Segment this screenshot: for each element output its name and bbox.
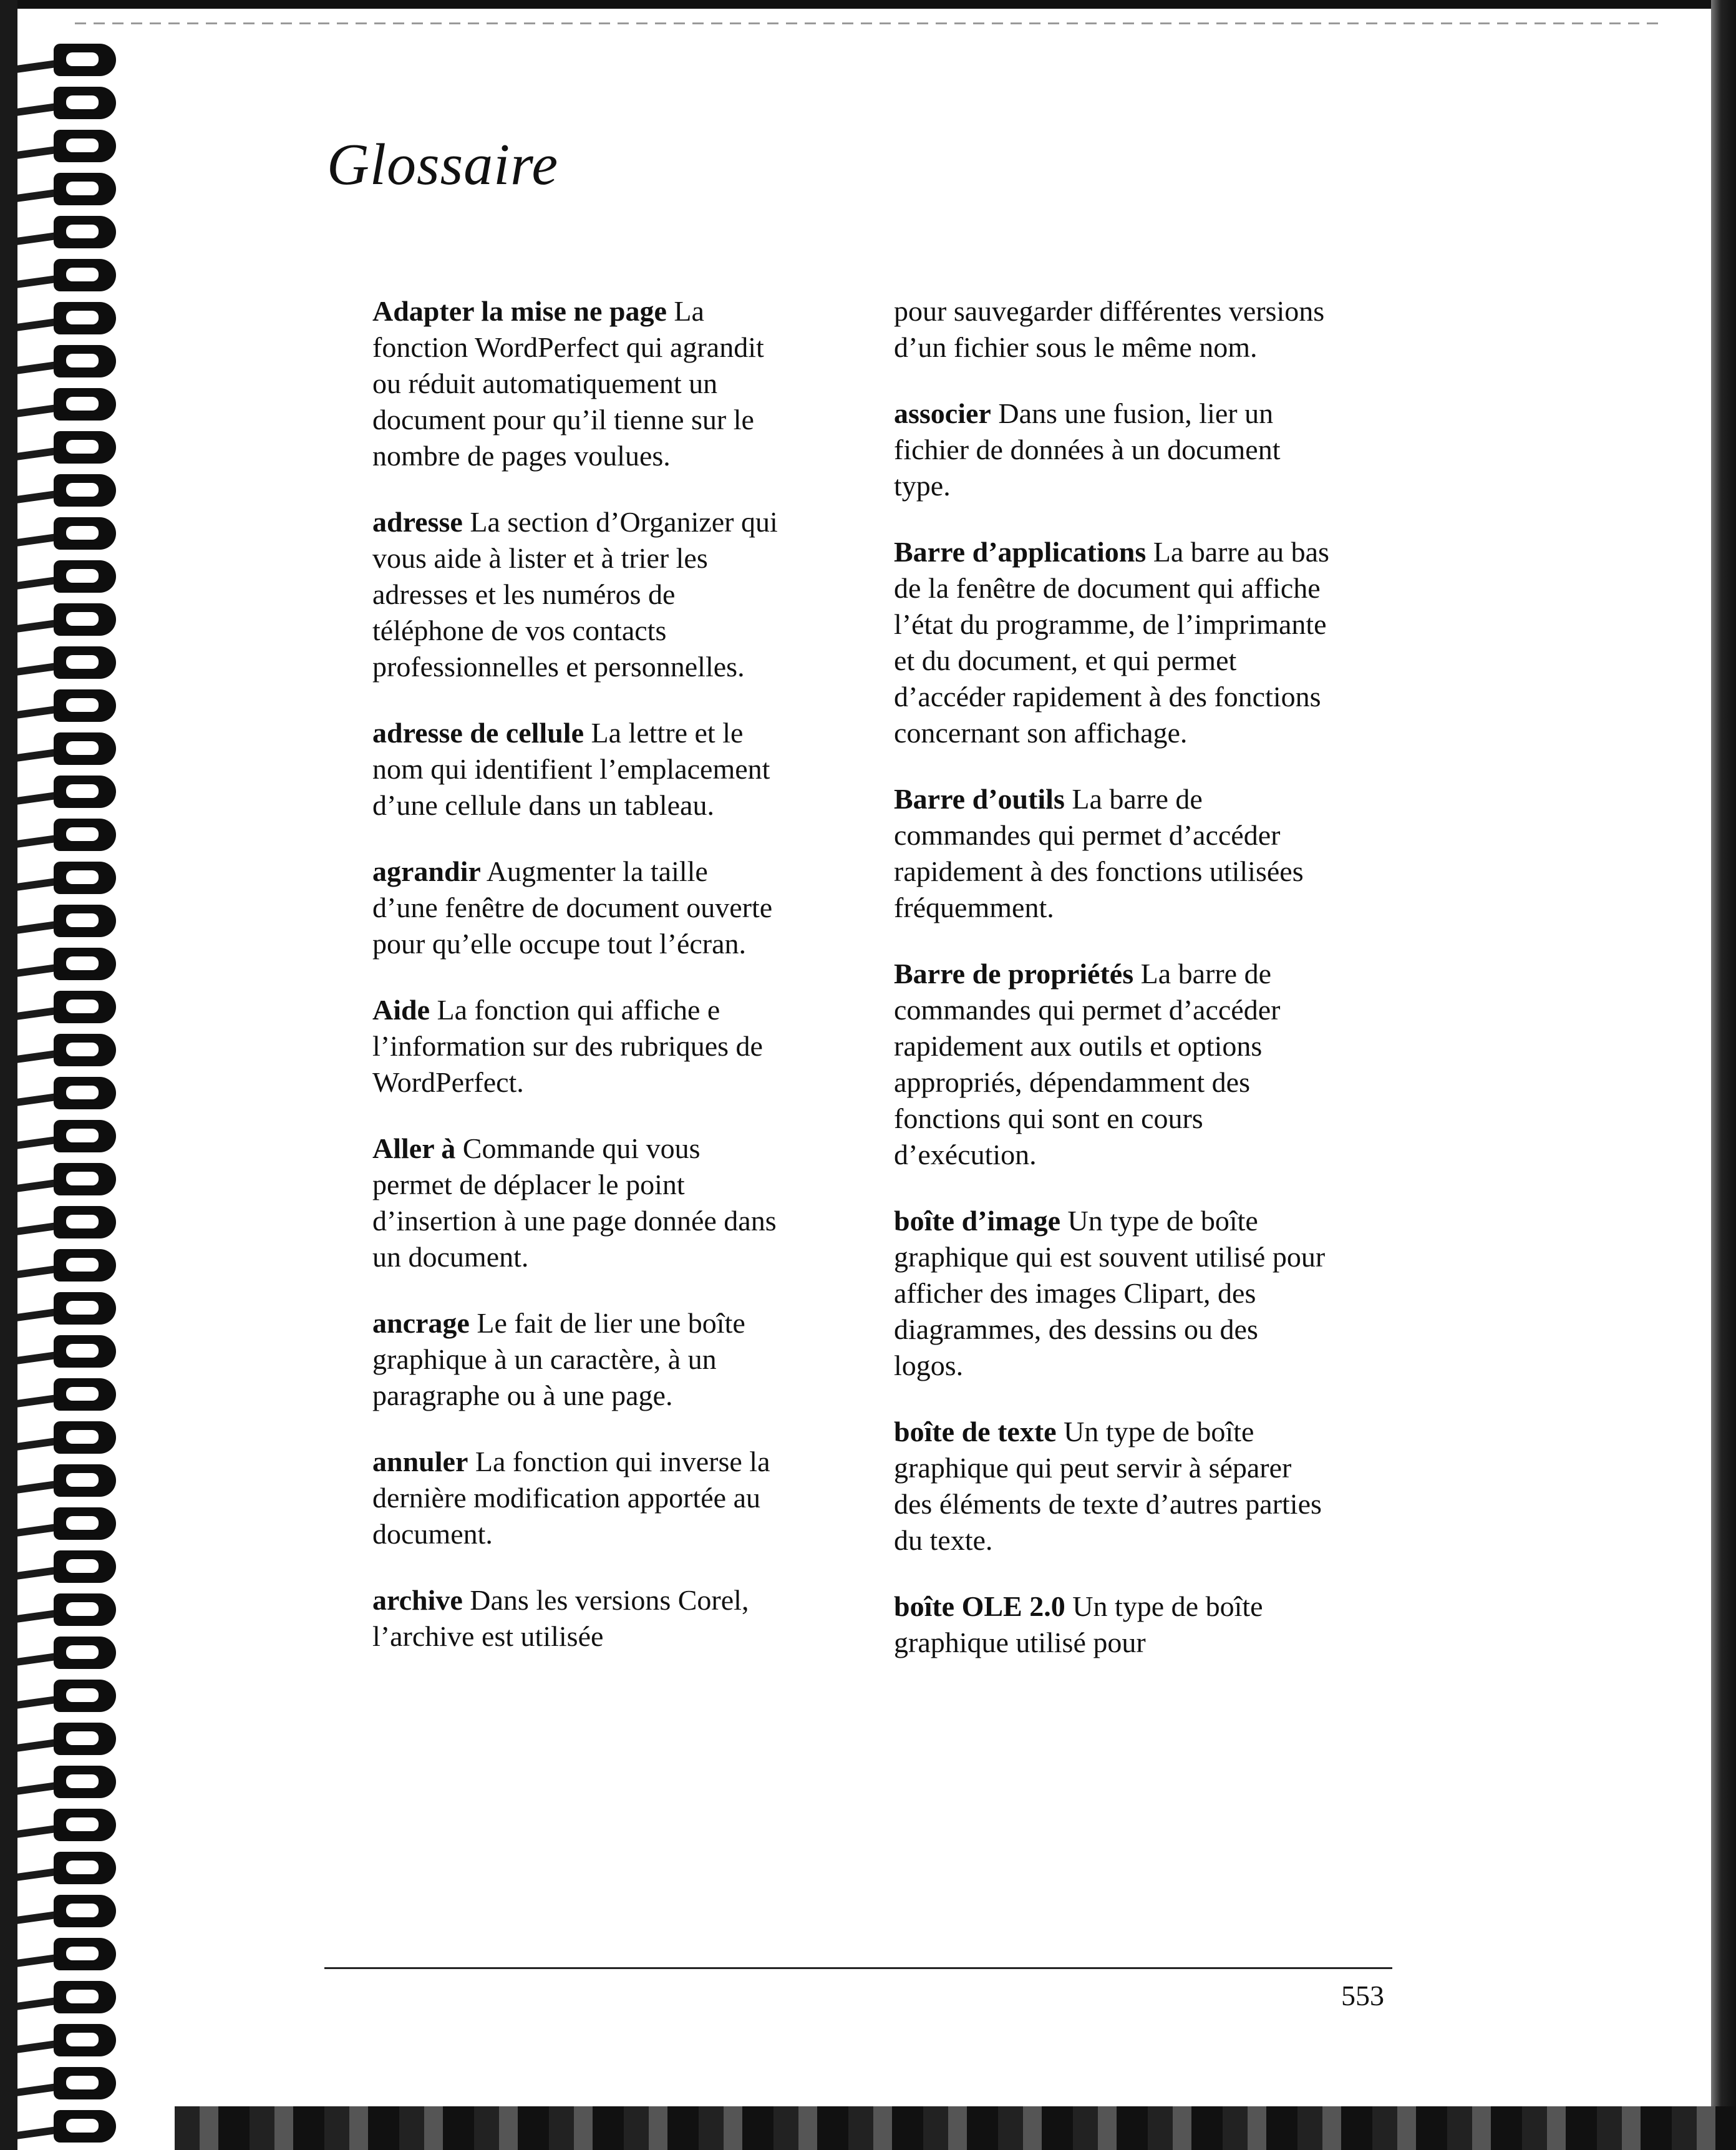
glossary-definition: Un type de boîte graphique qui peut servir à séparer des éléments de texte d’autres parties du texte. bbox=[894, 1416, 1322, 1556]
binding-coil bbox=[54, 1637, 116, 1669]
binding-ring bbox=[16, 1507, 116, 1540]
binding-coil bbox=[54, 1938, 116, 1970]
binding-ring bbox=[16, 2110, 116, 2143]
binding-ring bbox=[16, 1637, 116, 1669]
binding-coil bbox=[54, 302, 116, 334]
glossary-entry bbox=[894, 781, 1331, 926]
glossary-term: archive bbox=[372, 1584, 463, 1616]
binding-coil bbox=[54, 173, 116, 205]
binding-ring bbox=[16, 862, 116, 894]
binding-ring bbox=[16, 1249, 116, 1282]
glossary-entry bbox=[372, 1444, 778, 1552]
binding-ring bbox=[16, 1421, 116, 1454]
binding-coil bbox=[54, 1120, 116, 1152]
binding-ring bbox=[16, 1120, 116, 1152]
glossary-definition: Un type de boîte graphique utilisé pour bbox=[894, 1590, 1263, 1658]
glossary-definition: La barre au bas de la fenêtre de document qui affiche l’état du programme, de l’imprimante et du document, et qui permet d’accéder rapidement à des fonctions concernant son affichage. bbox=[894, 536, 1329, 749]
spiral-binding bbox=[0, 0, 125, 2150]
binding-ring bbox=[16, 1206, 116, 1238]
binding-ring bbox=[16, 1378, 116, 1411]
glossary-term: annuler bbox=[372, 1446, 468, 1477]
binding-coil bbox=[54, 1680, 116, 1712]
binding-coil bbox=[54, 862, 116, 894]
glossary-entry bbox=[894, 1203, 1331, 1384]
glossary-term: adresse de cellule bbox=[372, 717, 584, 749]
binding-coil bbox=[54, 87, 116, 119]
glossary-term: agrandir bbox=[372, 855, 481, 887]
binding-ring bbox=[16, 1938, 116, 1970]
binding-coil bbox=[54, 1335, 116, 1368]
binding-ring bbox=[16, 44, 116, 76]
binding-ring bbox=[16, 2024, 116, 2056]
glossary-term: boîte de texte bbox=[894, 1416, 1057, 1447]
binding-coil bbox=[54, 689, 116, 722]
binding-coil bbox=[54, 1206, 116, 1238]
glossary-term: Adapter la mise ne page bbox=[372, 295, 667, 327]
binding-coil bbox=[54, 905, 116, 937]
glossary-entry bbox=[372, 293, 778, 474]
glossary-definition: La lettre et le nom qui identifient l’emplacement d’une cellule dans un tableau. bbox=[372, 717, 770, 821]
binding-ring bbox=[16, 87, 116, 119]
binding-coil bbox=[54, 1766, 116, 1798]
page-title: Glossaire bbox=[327, 132, 559, 197]
glossary-entry bbox=[372, 1305, 778, 1414]
glossary-term: Aide bbox=[372, 994, 430, 1026]
glossary-entry bbox=[372, 715, 778, 824]
glossary-entry bbox=[372, 504, 778, 685]
glossary-entry bbox=[894, 293, 1331, 366]
glossary-term: adresse bbox=[372, 506, 463, 538]
binding-coil bbox=[54, 1723, 116, 1755]
scan-edge-bottom bbox=[175, 2106, 1736, 2150]
binding-ring bbox=[16, 173, 116, 205]
binding-ring bbox=[16, 1335, 116, 1368]
glossary-entry bbox=[372, 1131, 778, 1275]
binding-ring bbox=[16, 1464, 116, 1497]
binding-ring bbox=[16, 1852, 116, 1884]
glossary-definition: Le fait de lier une boîte graphique à un caractère, à un paragraphe ou à une page. bbox=[372, 1307, 745, 1411]
glossary-term: boîte d’image bbox=[894, 1205, 1061, 1237]
binding-ring bbox=[16, 603, 116, 636]
glossary-term: Barre de propriétés bbox=[894, 958, 1134, 990]
scan-edge-right bbox=[1711, 0, 1736, 2150]
glossary-entry bbox=[894, 956, 1331, 1173]
glossary-term: associer bbox=[894, 397, 991, 429]
binding-ring bbox=[16, 1593, 116, 1626]
binding-coil bbox=[54, 603, 116, 636]
binding-coil bbox=[54, 948, 116, 980]
binding-coil bbox=[54, 1550, 116, 1583]
binding-ring bbox=[16, 689, 116, 722]
binding-ring bbox=[16, 1034, 116, 1066]
binding-coil bbox=[54, 2067, 116, 2099]
binding-ring bbox=[16, 1723, 116, 1755]
binding-ring bbox=[16, 474, 116, 507]
footer-rule bbox=[324, 1967, 1392, 1969]
glossary-entry bbox=[372, 854, 778, 962]
binding-ring bbox=[16, 1895, 116, 1927]
binding-coil bbox=[54, 1464, 116, 1497]
binding-coil bbox=[54, 216, 116, 248]
binding-coil bbox=[54, 474, 116, 507]
binding-ring bbox=[16, 1163, 116, 1195]
binding-ring bbox=[16, 1809, 116, 1841]
binding-coil bbox=[54, 1507, 116, 1540]
binding-ring bbox=[16, 948, 116, 980]
binding-ring bbox=[16, 732, 116, 765]
glossary-term: Barre d’outils bbox=[894, 783, 1065, 815]
binding-coil bbox=[54, 2024, 116, 2056]
glossary-definition: pour sauvegarder différentes versions d’un fichier sous le même nom. bbox=[894, 295, 1325, 363]
glossary-definition: La barre de commandes qui permet d’accéder rapidement aux outils et options appropriés, dépendamment des fonctions qui sont en cours d’exécution. bbox=[894, 958, 1281, 1170]
binding-coil bbox=[54, 776, 116, 808]
binding-ring bbox=[16, 302, 116, 334]
binding-coil bbox=[54, 130, 116, 162]
glossary-entry bbox=[894, 1588, 1331, 1661]
binding-coil bbox=[54, 1292, 116, 1325]
glossary-column-left bbox=[372, 293, 778, 1685]
glossary-definition: La fonction qui affiche e l’information sur des rubriques de WordPerfect. bbox=[372, 994, 763, 1098]
binding-ring bbox=[16, 776, 116, 808]
glossary-column-right bbox=[894, 293, 1331, 1691]
binding-coil bbox=[54, 1421, 116, 1454]
binding-ring bbox=[16, 1292, 116, 1325]
binding-ring bbox=[16, 1550, 116, 1583]
binding-ring bbox=[16, 905, 116, 937]
binding-ring bbox=[16, 1766, 116, 1798]
binding-ring bbox=[16, 517, 116, 550]
glossary-term: ancrage bbox=[372, 1307, 470, 1339]
binding-coil bbox=[54, 1034, 116, 1066]
binding-coil bbox=[54, 819, 116, 851]
binding-coil bbox=[54, 560, 116, 593]
binding-ring bbox=[16, 216, 116, 248]
glossary-entry bbox=[894, 1414, 1331, 1559]
binding-coil bbox=[54, 259, 116, 291]
scan-edge-top bbox=[0, 0, 1736, 9]
binding-coil bbox=[54, 345, 116, 377]
binding-ring bbox=[16, 388, 116, 421]
binding-ring bbox=[16, 819, 116, 851]
glossary-term: Aller à bbox=[372, 1132, 456, 1164]
glossary-definition: Commande qui vous permet de déplacer le point d’insertion à une page donnée dans un document. bbox=[372, 1132, 777, 1273]
glossary-entry bbox=[894, 396, 1331, 504]
binding-ring bbox=[16, 345, 116, 377]
glossary-definition: Augmenter la taille d’une fenêtre de document ouverte pour qu’elle occupe tout l’écran. bbox=[372, 855, 773, 960]
binding-coil bbox=[54, 1895, 116, 1927]
binding-ring bbox=[16, 991, 116, 1023]
glossary-definition: Un type de boîte graphique qui est souvent utilisé pour afficher des images Clipart, des diagrammes, des dessins ou des logos. bbox=[894, 1205, 1326, 1381]
binding-coil bbox=[54, 2110, 116, 2143]
binding-coil bbox=[54, 991, 116, 1023]
binding-coil bbox=[54, 646, 116, 679]
binding-ring bbox=[16, 431, 116, 464]
glossary-definition: La fonction qui inverse la dernière modification apportée au document. bbox=[372, 1446, 770, 1550]
glossary-term: boîte OLE 2.0 bbox=[894, 1590, 1065, 1622]
binding-coil bbox=[54, 388, 116, 421]
binding-ring bbox=[16, 1077, 116, 1109]
binding-ring bbox=[16, 130, 116, 162]
glossary-definition: La section d’Organizer qui vous aide à lister et à trier les adresses et les numéros de téléphone de vos contacts professionnelles et personnelles. bbox=[372, 506, 778, 683]
binding-coil bbox=[54, 1378, 116, 1411]
binding-coil bbox=[54, 1852, 116, 1884]
binding-ring bbox=[16, 1981, 116, 2013]
scan-noise-line bbox=[75, 22, 1659, 24]
binding-coil bbox=[54, 1163, 116, 1195]
glossary-definition: Dans une fusion, lier un fichier de données à un document type. bbox=[894, 397, 1281, 502]
binding-coil bbox=[54, 517, 116, 550]
glossary-entry bbox=[372, 992, 778, 1101]
binding-coil bbox=[54, 431, 116, 464]
binding-ring bbox=[16, 259, 116, 291]
binding-coil bbox=[54, 1249, 116, 1282]
page-number: 553 bbox=[1341, 1980, 1384, 2011]
binding-ring bbox=[16, 646, 116, 679]
glossary-definition: La barre de commandes qui permet d’accéder rapidement à des fonctions utilisées fréquemment. bbox=[894, 783, 1304, 923]
binding-ring bbox=[16, 560, 116, 593]
glossary-entry bbox=[372, 1582, 778, 1655]
binding-ring bbox=[16, 2067, 116, 2099]
binding-coil bbox=[54, 1077, 116, 1109]
glossary-definition: Dans les versions Corel, l’archive est utilisée bbox=[372, 1584, 749, 1652]
binding-coil bbox=[54, 1981, 116, 2013]
glossary-term: Barre d’applications bbox=[894, 536, 1147, 568]
binding-coil bbox=[54, 1809, 116, 1841]
binding-coil bbox=[54, 732, 116, 765]
glossary-entry bbox=[894, 534, 1331, 751]
binding-coil bbox=[54, 1593, 116, 1626]
glossary-definition: La fonction WordPerfect qui agrandit ou réduit automatiquement un document pour qu’il tienne sur le nombre de pages voulues. bbox=[372, 295, 764, 472]
binding-coil bbox=[54, 44, 116, 76]
binding-ring bbox=[16, 1680, 116, 1712]
binding-strip bbox=[0, 0, 17, 2150]
